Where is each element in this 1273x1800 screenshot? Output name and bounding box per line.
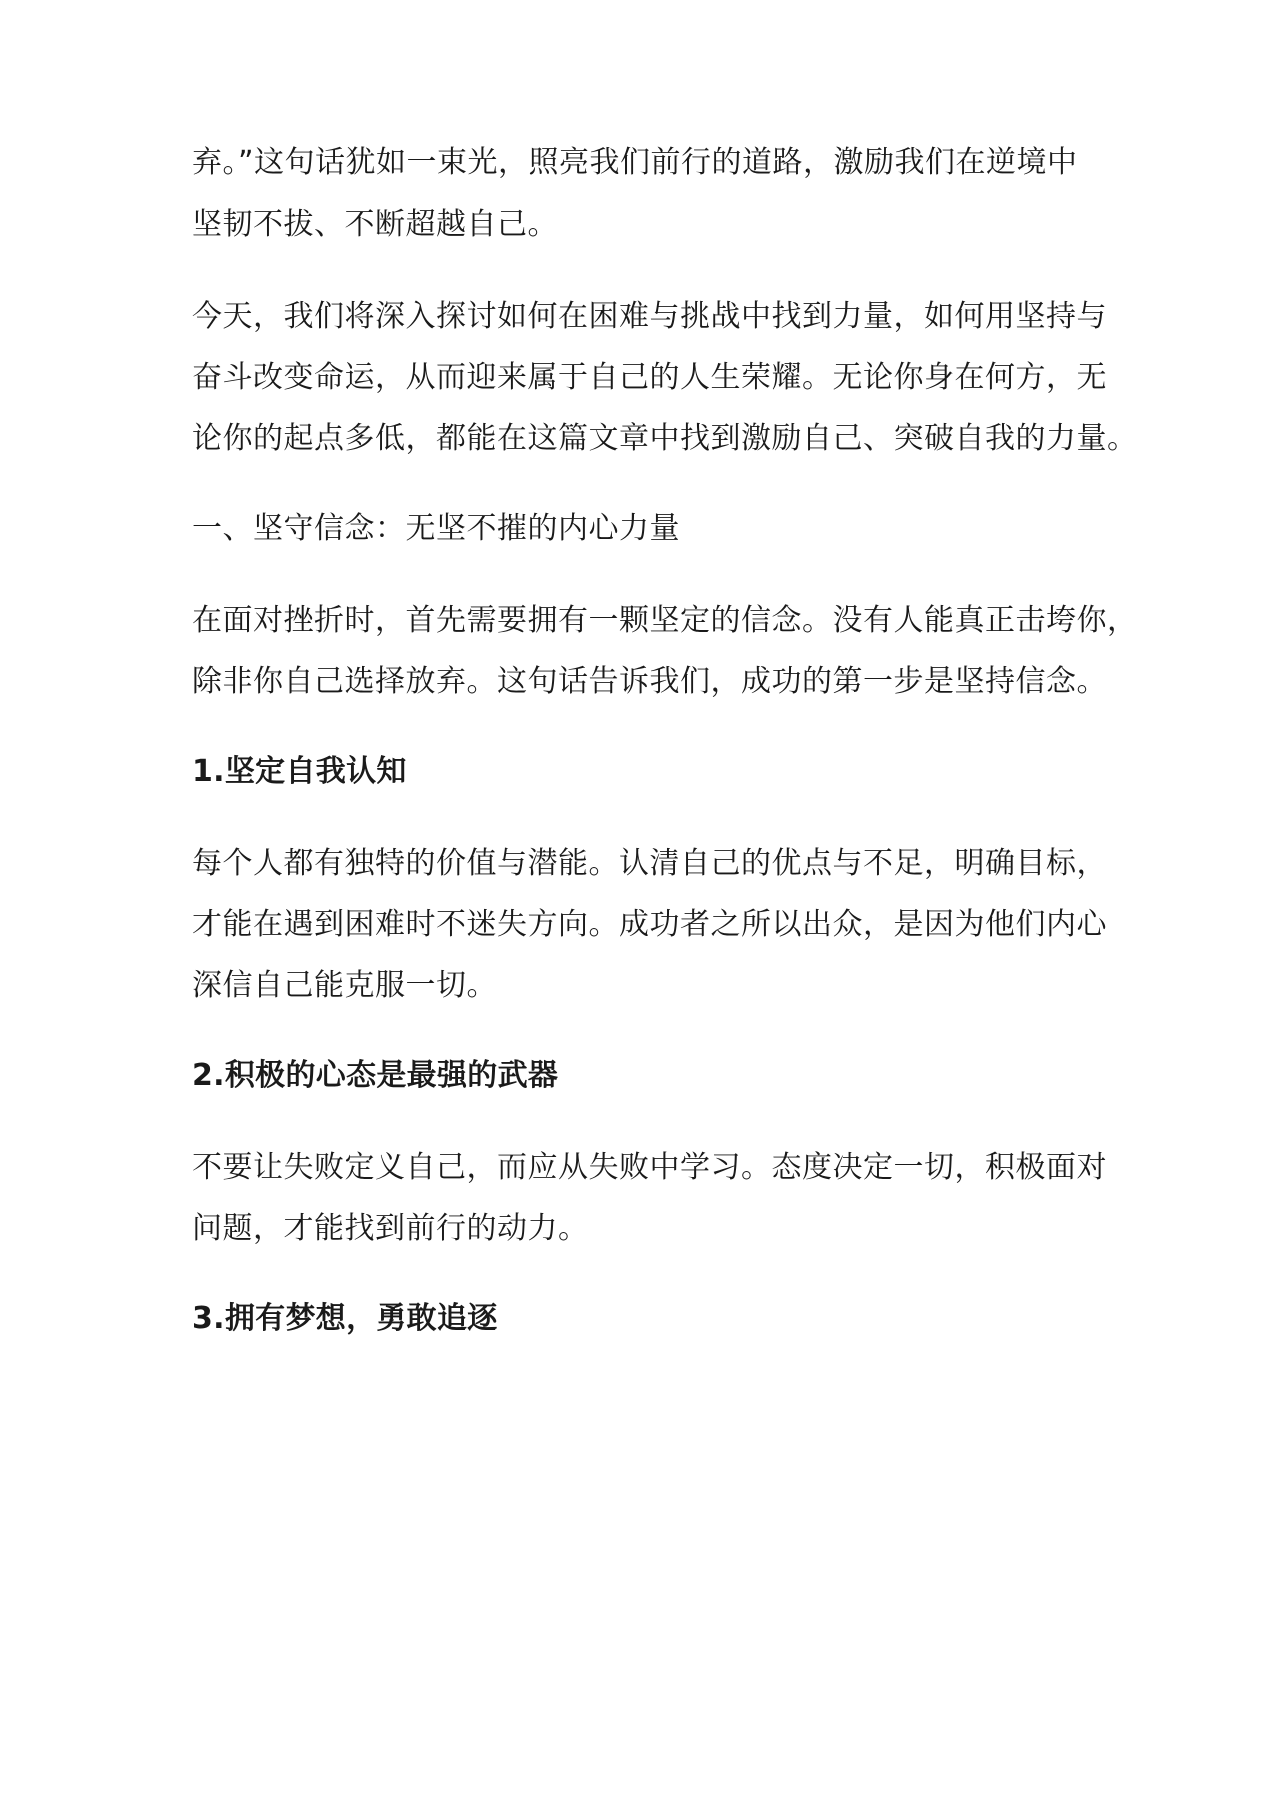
section-heading: 一、坚守信念：无坚不摧的内心力量: [192, 511, 680, 546]
text-line: 坚韧不拔、不断超越自己。: [192, 207, 558, 242]
text-line: 今天，我们将深入探讨如何在困难与挑战中找到力量，如何用坚持与: [192, 299, 1107, 334]
text-line: 问题，才能找到前行的动力。: [192, 1211, 589, 1246]
subheading-1: 1.坚定自我认知: [192, 754, 407, 789]
text-line: 不要让失败定义自己，而应从失败中学习。态度决定一切，积极面对: [192, 1150, 1107, 1185]
text-line: 深信自己能克服一切。: [192, 968, 497, 1003]
text-line: 每个人都有独特的价值与潜能。认清自己的优点与不足，明确目标，: [192, 846, 1107, 881]
text-line: 才能在遇到困难时不迷失方向。成功者之所以出众，是因为他们内心: [192, 907, 1107, 942]
text-line: 除非你自己选择放弃。这句话告诉我们，成功的第一步是坚持信念。: [192, 664, 1107, 699]
text-line: 论你的起点多低，都能在这篇文章中找到激励自己、突破自我的力量。: [192, 421, 1138, 456]
subheading-3: 3.拥有梦想，勇敢追逐: [192, 1301, 498, 1336]
text-line: 弃。”这句话犹如一束光，照亮我们前行的道路，激励我们在逆境中: [192, 145, 1078, 180]
subheading-2: 2.积极的心态是最强的武器: [192, 1058, 559, 1093]
text-line: 在面对挫折时，首先需要拥有一颗坚定的信念。没有人能真正击垮你，: [192, 603, 1138, 638]
text-line: 奋斗改变命运，从而迎来属于自己的人生荣耀。无论你身在何方，无: [192, 360, 1107, 395]
